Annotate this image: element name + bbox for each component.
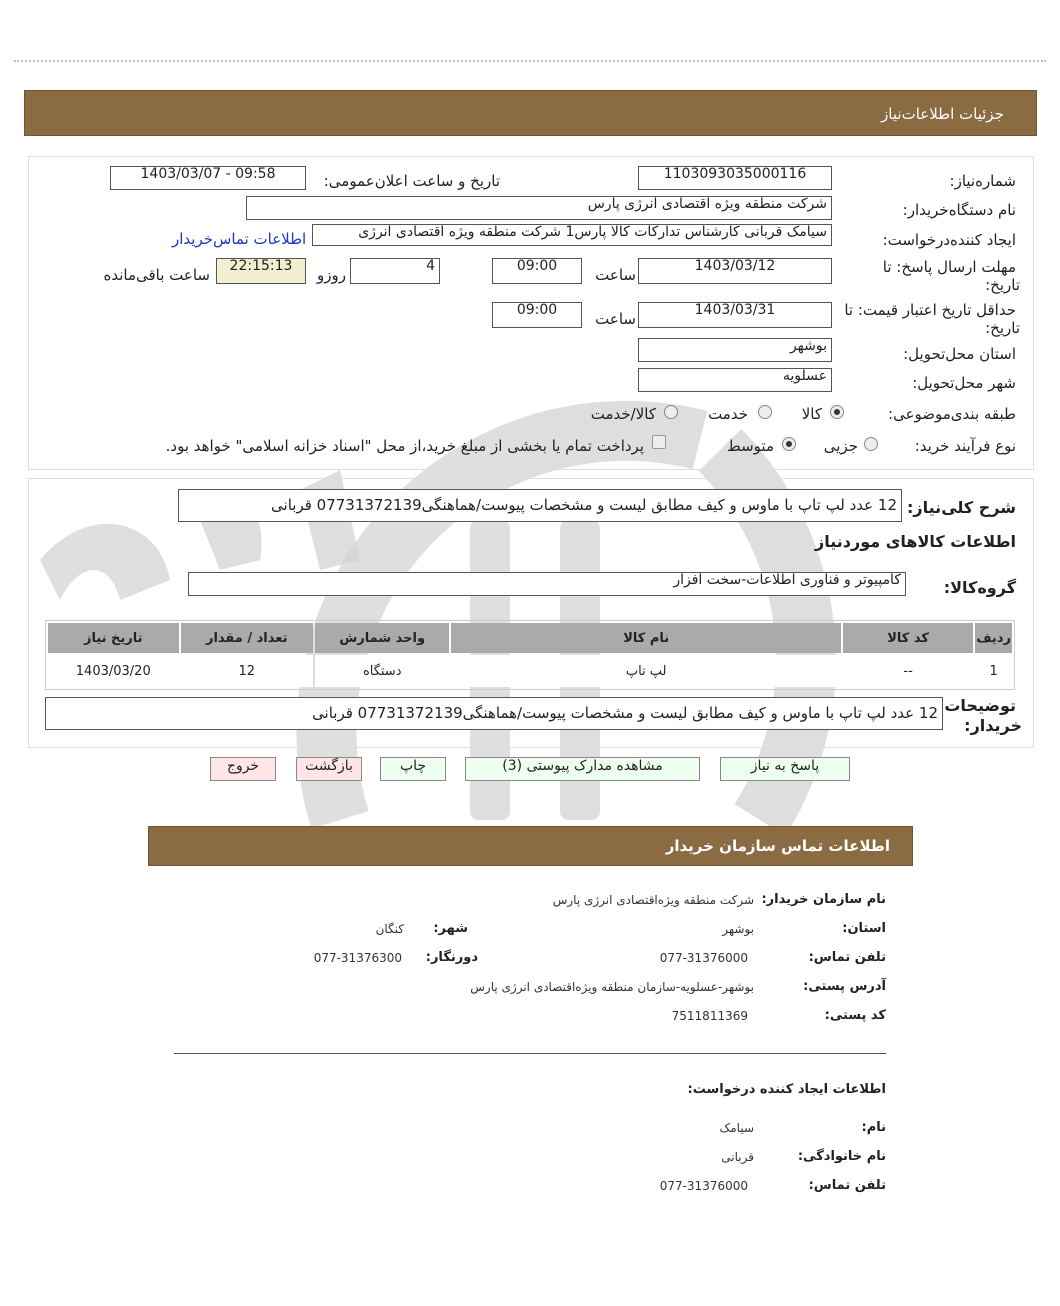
column-header: تعداد / مقدار (181, 623, 313, 653)
province-field: بوشهر (638, 338, 832, 362)
exit-button[interactable]: خروج (210, 757, 276, 781)
creator-info-title: اطلاعات ایجاد کننده درخواست: (687, 1082, 886, 1097)
buyer-notes-label: توضیحات (944, 696, 1016, 715)
postal-code-label: کد پستی: (824, 1008, 886, 1023)
phone-info-label: تلفن تماس: (808, 950, 886, 965)
deadline-time-field: 09:00 (492, 258, 582, 284)
column-header: کد کالا (843, 623, 973, 653)
need-description-label: شرح کلی‌نیاز: (907, 498, 1016, 517)
process-option-minor: جزیی (823, 437, 858, 455)
validity-time-label: ساعت (595, 310, 636, 328)
table-cell: 1403/03/20 (48, 655, 179, 687)
postal-code-value: 7511811369 (671, 1009, 748, 1023)
need-number-field: 1103093035000116 (638, 166, 832, 190)
org-name-value: شرکت منطقه ویژه‌اقتصادی انرژی پارس (552, 893, 754, 907)
contact-divider (174, 1053, 886, 1054)
remaining-time-field: 22:15:13 (216, 258, 306, 284)
table-row (48, 655, 1012, 687)
fax-info-value: 077-31376300 (313, 951, 402, 965)
phone-info-value: 077-31376000 (659, 951, 748, 965)
creator-name-value: سیامک (719, 1121, 754, 1135)
creator-field: سیامک قربانی کارشناس تدارکات کالا پارس1 شرکت منطقه ویژه اقتصادی انرژی (312, 224, 832, 246)
back-button[interactable]: بازگشت (296, 757, 362, 781)
province-label: استان محل‌تحویل: (903, 345, 1016, 363)
category-option-goods-service: کالا/خدمت (590, 405, 656, 423)
table-cell: لپ تاپ (451, 655, 840, 687)
creator-family-value: قربانی (721, 1150, 754, 1164)
city-field: عسلویه (638, 368, 832, 392)
print-button[interactable]: چاپ (380, 757, 446, 781)
fax-info-label: دورنگار: (425, 950, 478, 965)
reply-button[interactable]: پاسخ به نیاز (720, 757, 850, 781)
city-label: شهر محل‌تحویل: (912, 374, 1016, 392)
category-radio-service[interactable] (758, 405, 772, 419)
category-option-goods: کالا (801, 405, 822, 423)
view-attachments-button[interactable]: مشاهده مدارک پیوستی (3) (465, 757, 700, 781)
buyer-notes-label-2: خریدار: (964, 716, 1022, 735)
buyer-contact-header (148, 826, 913, 866)
category-radio-goods-service[interactable] (664, 405, 678, 419)
validity-label-2: تاریخ: (985, 319, 1020, 337)
creator-name-label: نام: (861, 1120, 886, 1135)
announce-field: 1403/03/07 - 09:58 (110, 166, 306, 190)
category-label: طبقه بندی‌موضوعی: (888, 405, 1016, 423)
address-info-value: بوشهر-عسلویه-سازمان منطقه ویژه‌اقتصادی انرژی پارس (470, 980, 754, 994)
creator-label: ایجاد کننده‌درخواست: (882, 231, 1016, 249)
creator-phone-value: 077-31376000 (659, 1179, 748, 1193)
column-header: واحد شمارش (315, 623, 449, 653)
announce-label: تاریخ و ساعت اعلان‌عمومی: (323, 172, 500, 190)
buyer-org-field: شرکت منطقه ویژه اقتصادی انرژی پارس (246, 196, 832, 220)
validity-time-field: 09:00 (492, 302, 582, 328)
buyer-notes-field: 12 عدد لپ تاپ با ماوس و کیف مطابق لیست و مشخصات پیوست/هماهنگی07731372139 قربانی (45, 697, 943, 730)
table-cell: 1 (975, 655, 1012, 687)
goods-group-field: کامپیوتر و فناوری اطلاعات-سخت افزار (188, 572, 906, 596)
validity-date-field: 1403/03/31 (638, 302, 832, 328)
buyer-contact-link[interactable]: اطلاعات تماس‌خریدار (172, 230, 307, 248)
table-cell: دستگاه (315, 655, 449, 687)
category-radio-goods[interactable] (830, 405, 844, 419)
goods-table (45, 620, 1015, 690)
province-info-value: بوشهر (722, 922, 754, 936)
creator-family-label: نام خانوادگی: (797, 1149, 886, 1164)
column-header: نام کالا (451, 623, 840, 653)
goods-info-title: اطلاعات کالاهای موردنیاز (815, 532, 1016, 551)
page-title: جزئیات اطلاعات‌نیاز (881, 105, 1004, 123)
process-radio-minor[interactable] (864, 437, 878, 451)
province-info-label: استان: (842, 921, 886, 936)
remaining-label: ساعت باقی‌مانده (103, 266, 210, 284)
top-divider (14, 60, 1046, 62)
days-field: 4 (350, 258, 440, 284)
details-header (24, 90, 1037, 136)
treasury-payment-checkbox[interactable] (652, 435, 666, 449)
table-cell: 12 (181, 655, 313, 687)
category-option-service: خدمت (708, 405, 748, 423)
deadline-label: مهلت ارسال پاسخ: تا (882, 258, 1016, 276)
process-option-medium: متوسط (726, 437, 774, 455)
payment-note: پرداخت تمام یا بخشی از مبلغ خرید،از محل "اسناد خزانه اسلامی" خواهد بود. (165, 437, 644, 455)
org-name-label: نام سازمان خریدار: (761, 892, 886, 907)
deadline-time-label: ساعت (595, 266, 636, 284)
creator-phone-label: تلفن تماس: (808, 1178, 886, 1193)
validity-label: حداقل تاریخ اعتبار قیمت: تا (844, 301, 1016, 319)
goods-group-label: گروه‌کالا: (943, 578, 1016, 597)
table-header-row (48, 623, 1012, 653)
city-info-label: شهر: (433, 921, 468, 936)
process-label: نوع فرآیند خرید: (914, 437, 1016, 455)
buyer-org-label: نام دستگاه‌خریدار: (902, 201, 1016, 219)
table-cell: -- (843, 655, 973, 687)
address-info-label: آدرس پستی: (803, 979, 886, 994)
deadline-date-field: 1403/03/12 (638, 258, 832, 284)
days-label: روزو (317, 266, 346, 284)
need-number-label: شماره‌نیاز: (949, 172, 1016, 190)
city-info-value: کنگان (375, 922, 404, 936)
process-radio-medium[interactable] (782, 437, 796, 451)
deadline-label-2: تاریخ: (985, 276, 1020, 294)
buyer-contact-title: اطلاعات تماس سازمان خریدار (665, 837, 890, 855)
need-description-field: 12 عدد لپ تاپ با ماوس و کیف مطابق لیست و مشخصات پیوست/هماهنگی07731372139 قربانی (178, 489, 902, 522)
column-header: ردیف (975, 623, 1012, 653)
column-header: تاریخ نیاز (48, 623, 179, 653)
